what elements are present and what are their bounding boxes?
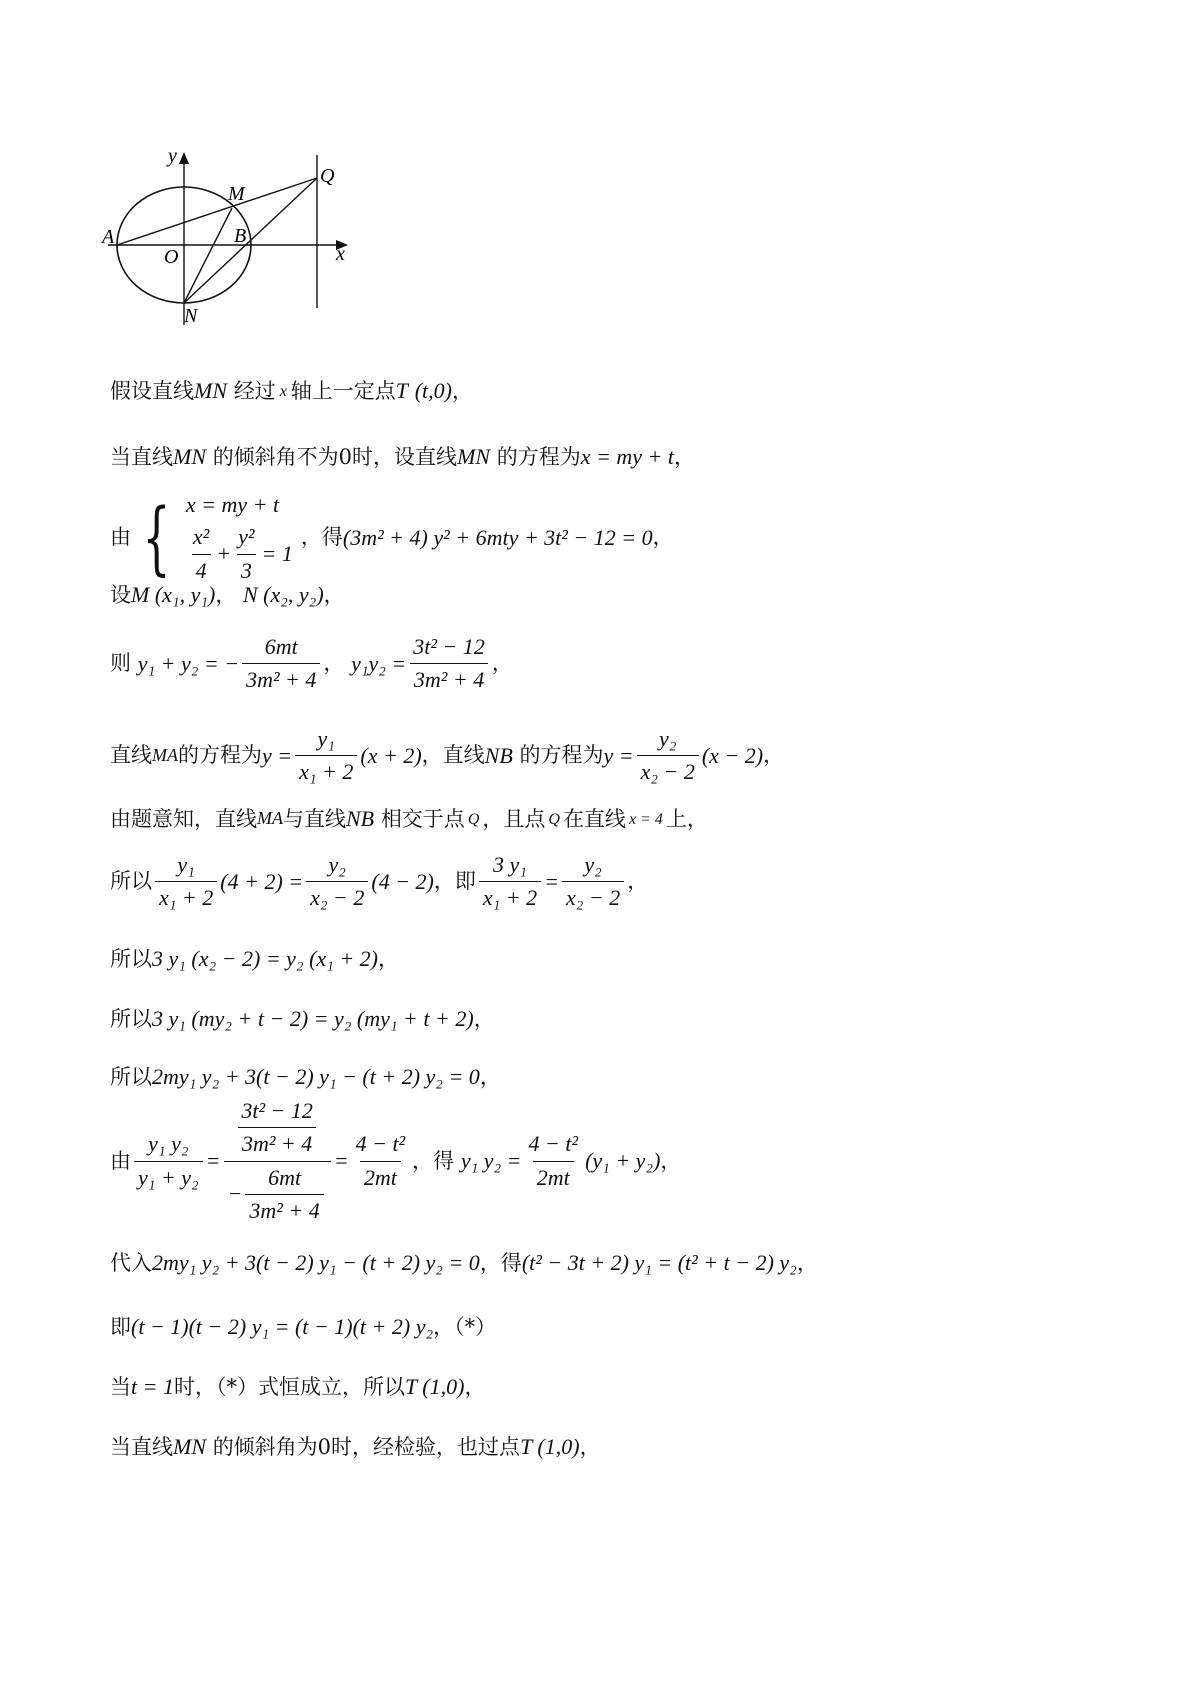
text-line-12 xyxy=(110,1098,681,1225)
math: (y₁ + y₂) xyxy=(585,1148,661,1174)
text: ， xyxy=(378,946,399,971)
geometry-diagram xyxy=(102,145,398,355)
text-line-3-system xyxy=(110,492,674,584)
text: 相交于点 xyxy=(380,806,465,831)
math: x₁ + 2 xyxy=(155,881,217,911)
text: 所以 xyxy=(110,1064,152,1089)
ellipse-figure xyxy=(102,145,398,355)
math: y₁ y₂ = xyxy=(460,1148,522,1174)
math: 6mt xyxy=(268,1164,302,1190)
math: t = 1 xyxy=(131,1374,174,1399)
label-B: B xyxy=(234,225,247,247)
text: ， xyxy=(323,651,345,676)
math: MA xyxy=(152,745,178,766)
text: ， xyxy=(763,743,785,768)
text: 时，（*）式恒成立，所以 xyxy=(173,1374,405,1399)
text: 则 xyxy=(110,651,131,676)
text: ， xyxy=(473,1006,495,1031)
math: 3m² + 4 xyxy=(245,1194,323,1224)
math: (x − 2) xyxy=(701,742,764,768)
math: x₂ − 2 xyxy=(562,881,624,911)
text-line-14 xyxy=(110,1314,496,1340)
text: 当直线 xyxy=(110,1434,173,1459)
text: ，直线 xyxy=(421,743,485,768)
math: y₁ + y₂ xyxy=(134,1161,203,1191)
text: ， xyxy=(796,1250,818,1275)
math: y² xyxy=(238,524,255,550)
math: y₁ + y₂ = − xyxy=(137,650,240,676)
text: ，（*） xyxy=(433,1314,497,1339)
math: T (1,0) xyxy=(404,1374,465,1399)
text: 与直线 xyxy=(283,806,346,831)
text: 由 xyxy=(110,1148,131,1173)
text: 直线 xyxy=(110,743,152,768)
math: 4 − t² xyxy=(528,1131,579,1157)
math: (x + 2) xyxy=(360,742,422,768)
math: 2mt xyxy=(533,1161,574,1191)
text: ， xyxy=(479,1064,501,1089)
label-y: y xyxy=(168,145,177,167)
text-line-4 xyxy=(110,582,345,608)
text-line-15 xyxy=(110,1374,485,1400)
math: Q xyxy=(467,810,480,828)
y-axis-arrow xyxy=(179,152,189,164)
text: 上， xyxy=(665,806,708,831)
math: MN xyxy=(194,378,227,403)
math: (t − 1)(t − 2) y₁ = (t − 1)(t + 2) y₂ xyxy=(131,1314,434,1339)
text: ， xyxy=(323,582,345,607)
math: (4 + 2) = xyxy=(220,868,304,894)
math: 2my₁ y₂ + 3(t − 2) y₁ − (t + 2) y₂ = 0 xyxy=(152,1250,480,1275)
math: NB xyxy=(346,806,375,831)
math: N (x₂, y₂) xyxy=(243,582,324,607)
ellipse-equation: $\frac{\text{x²}}{4}$ + $\frac{\text{y²}}{3}$ = 1 xyxy=(186,524,293,584)
label-Q: Q xyxy=(320,165,335,187)
math: 3t² − 12 xyxy=(241,1098,313,1123)
math: 6mt xyxy=(264,634,298,659)
text: ， xyxy=(464,1374,486,1399)
text: ，得 xyxy=(479,1250,522,1275)
text: 当直线 xyxy=(110,444,173,469)
math: Q xyxy=(548,810,560,828)
math: 3 y₁ (my₂ + t − 2) = y₂ (my₁ + t + 2) xyxy=(152,1006,474,1031)
math: x² xyxy=(192,524,210,550)
line-NQ xyxy=(184,178,317,303)
math: y₁ y₂ xyxy=(148,1131,189,1157)
text: 的方程为 xyxy=(178,743,262,768)
compound-fraction xyxy=(224,1098,331,1225)
math: M (x₁, y₁) xyxy=(131,582,216,607)
math: 3t² − 12 xyxy=(413,634,485,659)
math: x xyxy=(279,382,287,400)
math: T (1,0) xyxy=(520,1434,580,1459)
text: ， xyxy=(673,444,695,469)
text: 当 xyxy=(110,1374,131,1399)
text-line-6 xyxy=(110,726,784,786)
label-N: N xyxy=(184,305,198,327)
text: ， xyxy=(652,525,674,550)
text: 所以 xyxy=(110,946,152,971)
text-line-9 xyxy=(110,946,399,972)
math: MN xyxy=(457,444,491,469)
text: 所以 xyxy=(110,1006,152,1031)
math: x = my + t xyxy=(580,444,674,469)
math: T xyxy=(395,378,409,403)
text-line-5 xyxy=(110,634,513,694)
text: 由题意知，直线 xyxy=(110,806,257,831)
text: 所以 xyxy=(110,869,152,894)
math: 3m² + 4 xyxy=(242,663,320,693)
text: 经过 xyxy=(233,378,276,403)
math: = 1 xyxy=(261,541,293,567)
text: ， xyxy=(452,378,473,403)
math: x = my + t xyxy=(185,492,280,517)
text: 的方程为 xyxy=(496,444,581,469)
text-line-2 xyxy=(110,444,695,470)
text: 的方程为 xyxy=(519,743,604,768)
math: (3m² + 4) y² + 6mty + 3t² − 12 = 0 xyxy=(342,524,653,550)
math: 3 y₁ (x₂ − 2) = y₂ (x₁ + 2) xyxy=(152,946,378,971)
math: y₁ xyxy=(317,726,335,751)
text: 由 xyxy=(110,525,131,550)
text-line-11 xyxy=(110,1064,501,1090)
text-line-13 xyxy=(110,1250,818,1276)
math: NB xyxy=(484,742,513,768)
math: (t,0) xyxy=(414,378,452,403)
math: y₂ xyxy=(328,852,346,877)
text-line-7 xyxy=(110,806,708,832)
text: ，即 xyxy=(433,869,476,894)
text-line-8 xyxy=(110,852,648,912)
text: 在直线 xyxy=(562,806,626,831)
text: ，得 xyxy=(300,525,343,550)
math: 3 xyxy=(237,554,256,584)
math: MN xyxy=(173,1434,206,1459)
line-AQ xyxy=(117,178,317,245)
math: 4 − t² xyxy=(355,1131,406,1157)
text: 即 xyxy=(110,1314,131,1339)
math: 4 xyxy=(192,554,211,584)
math: 3m² + 4 xyxy=(410,663,488,693)
math: y₁ xyxy=(177,852,195,877)
text: 设 xyxy=(110,582,131,607)
text: 代入 xyxy=(110,1250,152,1275)
math: − xyxy=(227,1181,243,1207)
text: ， xyxy=(579,1434,601,1459)
math: x₂ − 2 xyxy=(637,755,699,785)
math: 3 y₁ xyxy=(493,852,527,877)
math: = xyxy=(333,1148,349,1174)
math: 2mt xyxy=(360,1161,401,1191)
text: 的倾斜角为0时，经检验，也过点 xyxy=(212,1434,521,1459)
math: = xyxy=(544,868,559,894)
text: ， xyxy=(660,1148,682,1173)
equation-system xyxy=(186,492,293,584)
line-MN xyxy=(184,208,232,303)
label-O: O xyxy=(164,246,179,268)
label-x: x xyxy=(336,243,345,265)
math: x₁ + 2 xyxy=(479,881,541,911)
math: x₁ + 2 xyxy=(295,755,357,785)
text: 的倾斜角不为0时，设直线 xyxy=(212,444,458,469)
text-line-16 xyxy=(110,1434,601,1460)
math: y₁y₂ = xyxy=(351,650,407,676)
math: x₂ − 2 xyxy=(306,881,368,911)
text-line-10 xyxy=(110,1006,495,1032)
math: 3m² + 4 xyxy=(238,1127,316,1157)
label-M: M xyxy=(228,183,245,205)
text: ， xyxy=(491,651,513,676)
label-A: A xyxy=(102,226,115,248)
text-line-1 xyxy=(110,378,473,404)
math: y = xyxy=(603,742,634,768)
text: ， xyxy=(627,869,649,894)
math: 2my₁ y₂ + 3(t − 2) y₁ − (t + 2) y₂ = 0 xyxy=(152,1064,480,1089)
math: (t² − 3t + 2) y₁ = (t² + t − 2) y₂ xyxy=(521,1250,797,1275)
text: 假设直线 xyxy=(110,378,194,403)
text: ，得 xyxy=(412,1148,455,1173)
math: (4 − 2) xyxy=(371,868,434,894)
text: ， xyxy=(215,582,237,607)
math: y₂ xyxy=(659,726,677,751)
math: MA xyxy=(257,808,283,829)
left-brace: { xyxy=(142,491,171,585)
math: MN xyxy=(173,444,206,469)
math: y = xyxy=(262,742,293,768)
text: 轴上一定点 xyxy=(290,378,396,403)
text: ，且点 xyxy=(482,806,546,831)
math: x = 4 xyxy=(628,810,663,828)
math: y₂ xyxy=(584,852,602,877)
math: = xyxy=(205,1148,221,1174)
